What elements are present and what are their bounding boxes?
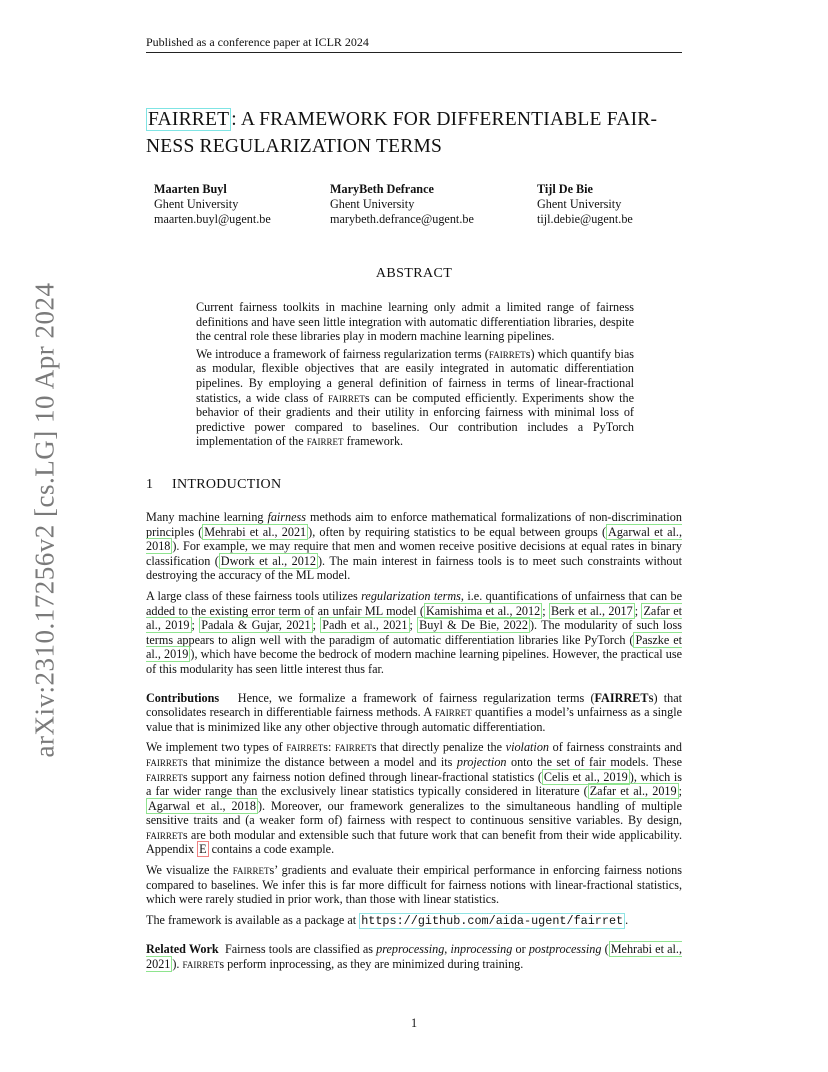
citation-link[interactable]: Mehrabi et al., 2021 <box>204 524 307 539</box>
abstract-paragraph-1: Current fairness toolkits in machine learning only admit a limited range of fairness definitions and have seen little integration with automatic differentiation libraries, despite the central role these libraries play in modern machine learning pipelines. <box>196 300 634 344</box>
title-line-2: NESS REGULARIZATION TERMS <box>146 136 443 157</box>
related-work-heading: Related Work <box>146 942 219 957</box>
citation-link[interactable]: Zafar et al., 2019 <box>589 784 677 799</box>
abstract-body <box>196 300 634 452</box>
citation-link[interactable]: Kamishima et al., 2012 <box>425 603 541 618</box>
author-email: tijl.debie@ugent.be <box>537 212 633 226</box>
citation-link[interactable]: Buyl & De Bie, 2022 <box>419 618 528 633</box>
contributions-heading: Contributions <box>146 690 220 705</box>
appendix-link[interactable]: E <box>199 842 207 857</box>
arxiv-identifier: arXiv:2310.17256v2 [cs.LG] 10 Apr 2024 <box>29 282 60 758</box>
citation-link[interactable]: Mehrabi et al., 2021 <box>146 942 682 972</box>
author-affiliation: Ghent University <box>537 197 622 211</box>
intro-paragraph-1: Many machine learning fairness methods aim to enforce mathematical formalizations of non-discrimination principles ( Mehrabi et al., 2021 ), often by requiring statistics to be equal between groups ( Agarwal et al., 2018 ). For example, we may require that men and women receive positive decisions at equal rates in binary classification ( Dwork et al., 2012 ). The main interest in fairness tools is to meet such constraints without destroying the accuracy of the ML model. <box>146 510 683 583</box>
running-header: Published as a conference paper at ICLR 2024 <box>146 35 369 49</box>
section-title: INTRODUCTION <box>172 477 282 492</box>
intro-paragraph-2: A large class of these fairness tools utilizes regularization terms, i.e. quantifications of unfairness that can be added to the existing error term of an unfair ML model ( Kamishima et al., 2012 ; Berk et al., 2017 ; Zafar et al., 2019 ; Padala & Gujar, 2021 ; Padh et al., 2021 ; Buyl & De Bie, 2022 ). The modularity of such loss terms appears to align well with the paradigm of automatic differentiation libraries like PyTorch ( Paszke et al., 2019 ), which have become the bedrock of modern machine learning pipelines. However, the practical use of this modularity has seen little interest thus far. <box>146 588 683 676</box>
citation-link[interactable]: Paszke et al., 2019 <box>146 632 682 662</box>
citation-link[interactable]: Berk et al., 2017 <box>550 603 633 618</box>
section-heading-introduction <box>146 477 281 493</box>
title-framework-link[interactable]: FAIRRET <box>148 109 230 130</box>
intro-paragraph-5: We visualize the fairrets’ gradients and evaluate their empirical performance in enforcing fairness notions compared to baselines. We infer this is far more difficult for fairness notions with linear-fractional statistics, which were rarely studied in prior work, than those with linear statistics. <box>146 863 682 907</box>
author-name: Tijl De Bie <box>537 182 593 196</box>
author-email: marybeth.defrance@ugent.be <box>330 212 474 226</box>
citation-link[interactable]: Zafar et al., 2019 <box>146 603 682 633</box>
citation-link[interactable]: Padh et al., 2021 <box>322 618 408 633</box>
related-work-paragraph: Related Work Fairness tools are classified as preprocessing, inprocessing or postprocessing ( Mehrabi et al., 2021 ). fairrets perform inprocessing, as they are minimized during training. <box>146 942 682 972</box>
author-name: MaryBeth Defrance <box>330 182 434 196</box>
title-line-1: : A FRAMEWORK FOR DIFFERENTIABLE FAIR- <box>231 109 658 130</box>
section-number: 1 <box>146 477 154 492</box>
author-email: maarten.buyl@ugent.be <box>154 212 271 226</box>
author-name: Maarten Buyl <box>154 182 227 196</box>
author-block-3 <box>537 182 633 227</box>
author-affiliation: Ghent University <box>330 197 415 211</box>
citation-link[interactable]: Celis et al., 2019 <box>543 769 628 784</box>
citation-link[interactable]: Agarwal et al., 2018 <box>148 798 256 813</box>
citation-link[interactable]: Agarwal et al., 2018 <box>146 524 683 554</box>
intro-paragraph-6: The framework is available as a package at https://github.com/aida-ugent/fairret . <box>146 912 629 928</box>
paper-title <box>146 106 706 160</box>
contributions-paragraph: Contributions Hence, we formalize a framework of fairness regularization terms (FAIRRETs) that consolidates research in differentiable fairness methods. A fairret quantifies a model’s unfairness as a single value that is minimized like any other objective through automatic differentiation. <box>146 690 682 734</box>
page-number: 1 <box>410 1016 418 1030</box>
intro-paragraph-4: We implement two types of fairrets: fairrets that directly penalize the violation of fairness constraints and fairrets that minimize the distance between a model and its projection onto the set of fair models. These fairrets support any fairness notion defined through linear-fractional statistics ( Celis et al., 2019 ), which is a far wider range than the exclusively linear statistics typically considered in literature ( Zafar et al., 2019 ; Agarwal et al., 2018 ). Moreover, our framework generalizes to the simultaneous handling of multiple sensitive traits and (a weaker form of) fairness with respect to continuous sensitive variables. By design, fairrets are both modular and extensible such that future work that can benefit from their wide applicability. Appendix E contains a code example. <box>146 740 682 857</box>
author-block-1 <box>154 182 271 227</box>
header-rule <box>146 52 682 53</box>
author-block-2 <box>330 182 474 227</box>
github-url-link[interactable]: https://github.com/aida-ugent/fairret <box>361 913 624 928</box>
abstract-paragraph-2: We introduce a framework of fairness regularization terms (fairrets) which quantify bias as modular, flexible objectives that are easily integrated in automatic differentiation pipelines. By employing a general definition of fairness in terms of linear-fractional statistics, a wide class of fairrets can be computed efficiently. Experiments show the behavior of their gradients and their utility in enforcing fairness with minimal loss of predictive power compared to baselines. Our contribution includes a PyTorch implementation of the fairret framework. <box>196 346 634 449</box>
abstract-heading: ABSTRACT <box>375 266 453 281</box>
introduction-body <box>146 510 682 978</box>
citation-link[interactable]: Padala & Gujar, 2021 <box>201 618 311 633</box>
author-affiliation: Ghent University <box>154 197 239 211</box>
citation-link[interactable]: Dwork et al., 2012 <box>220 553 316 568</box>
